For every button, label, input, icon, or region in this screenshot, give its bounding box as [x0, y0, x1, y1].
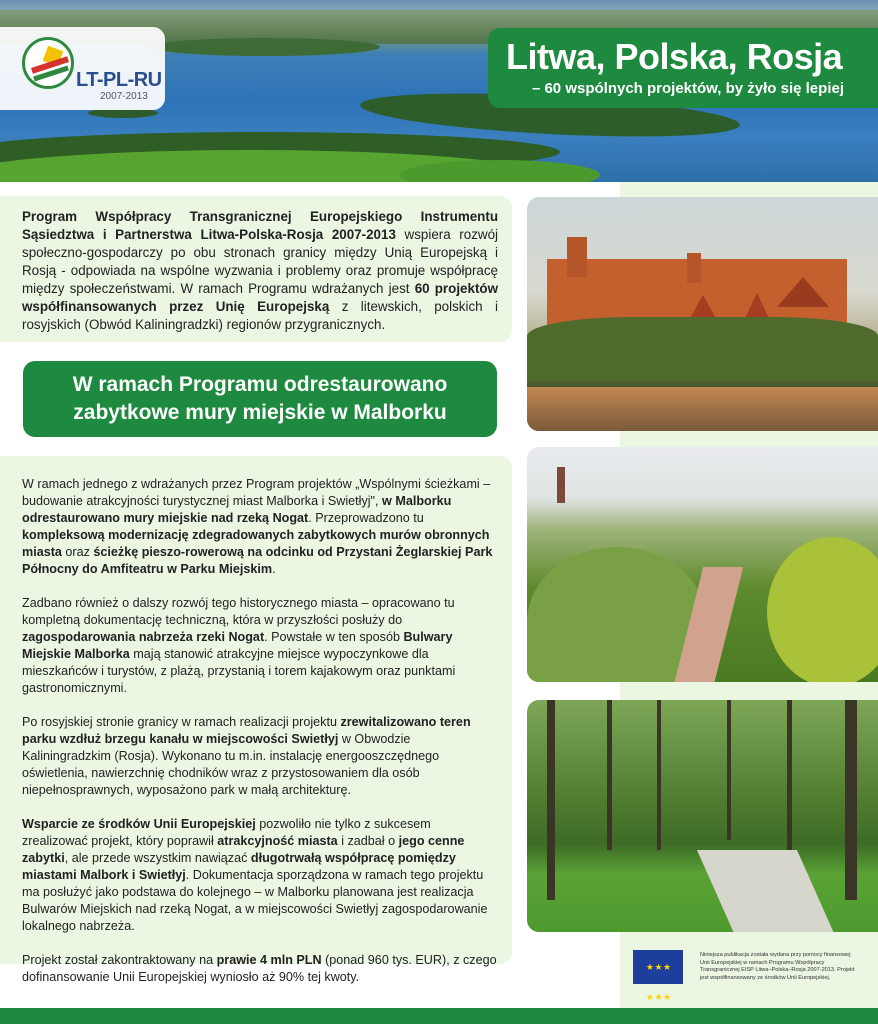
- article-body: [0, 456, 512, 984]
- paragraph-1: W ramach jednego z wdrażanych przez Program projektów „Wspólnymi ścieżkami – budowanie atrakcyjności turystycznej miast Malborka i Swietłyj", w Malborku odrestaurowano mury miejskie nad rzeką Nogat. Przeprowadzono tu kompleksową modernizację zdegradowanych zabytkowych murów obronnych miasta oraz ścieżkę pieszo-rowerową na odcinku od Przystani Żeglarskiej Park Północny do Amfiteatru w Parku Miejskim.: [22, 477, 493, 576]
- section-heading: [23, 361, 497, 437]
- intro-panel: [0, 196, 512, 342]
- intro-text: Program Współpracy Transgranicznej Europejskiego Instrumentu Sąsiedztwa i Partnerstwa Litwa-Polska-Rosja 2007-2013 wspiera rozwój społeczno-gospodarczy po obu stronach granicy między Unią Europejską i Rosją - odpowiada na wspólne wyzwania i problemy oraz promuje współpracę między społeczeństwami. W ramach Programu wdrażanych jest 60 projektów współfinansowanych przez Unię Europejską z litewskich, polskich i rosyjskich (Obwód Kaliningradzki) regionów przygranicznych.: [22, 209, 499, 332]
- eu-disclaimer: Niniejsza publikacja została wydana przy pomocy finansowej Unii Europejskiej w ramach Programu Współpracy Transgranicznej EISP Litwa–Polska–Rosja 2007-2013. Projekt jest współfinansowany ze środków Unii Europejskiej.: [700, 952, 855, 981]
- city-walls-path-photo: [527, 447, 878, 682]
- program-logo: [0, 27, 165, 110]
- paragraph-2: Zadbano również o dalszy rozwój tego historycznego miasta – opracowano tu kompletną dokumentację techniczną, która w przyszłości posłuży do zagospodarowania nabrzeża rzeki Nogat. Powstałe w ten sposób Bulwary Miejskie Malborka mają stanowić atrakcyjne miejsce wypoczynkowe dla mieszkańców i turystów, z plażą, przystanią i torem kajakowym oraz punktami gastronomicznymi.: [22, 596, 456, 695]
- footer-bar: [0, 1008, 878, 1024]
- logo-emblem-icon: [22, 37, 74, 89]
- page-title: Litwa, Polska, Rosja: [506, 36, 843, 77]
- paragraph-4: Wsparcie ze środków Unii Europejskiej pozwoliło nie tylko z sukcesem zrealizować projekt, który poprawił atrakcyjność miasta i zadbał o jego cenne zabytki, ale przede wszystkim nawiązać długotrwałą współpracę pomiędzy miastami Malbork i Swietłyj. Dokumentacja sporządzona w ramach tego projektu ma posłużyć jako podstawa do kolejnego – w Malborku planowana jest realizacja Bulwarów Miejskich nad rzeką Nogat, a w miejscowości Swietłyj zagospodarowanie lokalnego nabrzeża.: [22, 817, 488, 933]
- eu-flag-icon: ★ ★ ★ ★ ★ ★: [633, 950, 683, 984]
- malbork-castle-photo: [527, 197, 878, 431]
- logo-years: 2007-2013: [100, 91, 148, 102]
- header-lake-photo: [0, 0, 878, 182]
- title-box: [488, 28, 878, 108]
- park-photo: [527, 700, 878, 932]
- logo-name: LT-PL-RU: [76, 69, 162, 91]
- paragraph-3: Po rosyjskiej stronie granicy w ramach realizacji projektu zrewitalizowano teren parku wzdłuż brzegu kanału w miejscowości Swietłyj w Obwodzie Kaliningradzkim (Rosja). Wykonano tu m.in. instalację energooszczędnego oświetlenia, nawierzchnię chodników wraz z przystosowaniem dla osób niepełnosprawnych, wyposażono park w małą architekturę.: [22, 715, 471, 797]
- section-heading-text: W ramach Programu odrestaurowano zabytkowe mury miejskie w Malborku: [72, 373, 448, 424]
- page-subtitle: – 60 wspólnych projektów, by żyło się lepiej: [531, 80, 844, 97]
- paragraph-5: Projekt został zakontraktowany na prawie 4 mln PLN (ponad 960 tys. EUR), z czego dofinansowanie Unii Europejskiej wyniosło aż 90% tej kwoty.: [22, 953, 497, 984]
